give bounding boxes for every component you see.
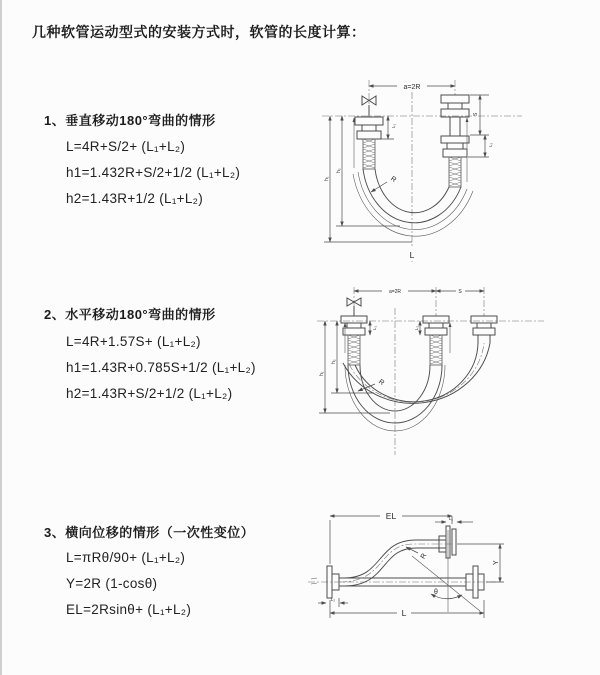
right-braid-section xyxy=(449,157,461,187)
dim-label-l2: L₂ xyxy=(488,142,493,147)
dimension-y xyxy=(457,544,504,582)
left-braid-section xyxy=(348,335,360,365)
dim-label-a2r: a=2R xyxy=(388,289,402,295)
dimension-el xyxy=(330,509,452,564)
dimension-l2 xyxy=(485,135,493,157)
dim-label-radius: R xyxy=(377,378,386,387)
dim-label-l1: L₁ xyxy=(449,516,453,521)
section-2-formula-h2: h2=1.43R+S/2+1/2 (L₁+L₂) xyxy=(66,386,233,401)
break-mark xyxy=(311,578,317,584)
dim-label-length: L xyxy=(409,250,415,260)
radius-callout xyxy=(406,547,428,560)
section-1-formula-L: L=4R+S/2+ (L₁+L₂) xyxy=(66,139,186,154)
section-1-formula-h1: h1=1.432R+S/2+1/2 (L₁+L₂) xyxy=(66,165,241,180)
dimension-a2r xyxy=(354,286,436,295)
section-3-formula-Y: Y=2R (1-cosθ) xyxy=(66,576,158,591)
page-title: 几种软管运动型式的安装方式时，软管的长度计算： xyxy=(32,24,366,40)
dim-label-h1: h₁ xyxy=(324,176,330,181)
dim-label-l2: L₂ xyxy=(330,597,336,602)
section-3-formula-EL: EL=2Rsinθ+ (L₁+L₂) xyxy=(66,602,192,617)
left-pipe-fitting xyxy=(355,117,383,169)
dimension-s xyxy=(436,286,484,295)
dim-label-s: S xyxy=(458,289,462,295)
radius-callout xyxy=(371,175,397,192)
middle-braid-section xyxy=(430,335,442,365)
section-2-formula-L: L=4R+1.57S+ (L₁+L₂) xyxy=(66,334,201,349)
dim-label-s: S xyxy=(473,112,479,116)
dimension-l1 xyxy=(376,116,396,139)
dim-label-l2: L₂ xyxy=(414,325,419,330)
diagram-horizontal-180-bend xyxy=(312,283,600,461)
dimension-l xyxy=(330,600,484,618)
dim-label-h2: h₂ xyxy=(336,168,342,173)
dim-label-l1: L₁ xyxy=(391,124,396,128)
dim-label-el: EL xyxy=(385,511,397,521)
section-1-heading: 1、垂直移动180°弯曲的情形 xyxy=(44,113,216,128)
dim-label-radius: R xyxy=(389,175,398,184)
dim-label-h1: h₁ xyxy=(319,371,325,376)
upper-flange-fitting xyxy=(439,526,456,558)
diagram-vertical-180-bend xyxy=(312,70,600,268)
section-3-formula-L: L=πRθ/90+ (L₁+L₂) xyxy=(66,550,186,565)
hose-s-curve xyxy=(340,540,452,586)
dimension-l2 xyxy=(318,597,348,607)
dim-label-l1: L₁ xyxy=(372,326,377,330)
dimension-l1 xyxy=(435,516,473,522)
dim-label-a2r: a=2R xyxy=(403,84,421,91)
dim-label-h2: h₂ xyxy=(331,359,337,364)
dimension-l2 xyxy=(414,321,420,335)
section-3-heading: 3、横向位移的情形（一次性变位） xyxy=(44,525,255,540)
dim-label-y: Y xyxy=(493,560,500,565)
section-2-heading: 2、水平移动180°弯曲的情形 xyxy=(44,307,216,322)
dim-label-theta: θ xyxy=(434,589,438,596)
diagram-lateral-displacement xyxy=(300,500,600,650)
right-pipe-fitting xyxy=(441,95,469,187)
dimension-a2r xyxy=(369,80,455,91)
dimension-l1 xyxy=(370,321,377,335)
section-2-formula-h1: h1=1.43R+0.785S+1/2 (L₁+L₂) xyxy=(66,360,256,375)
middle-pipe-fitting xyxy=(423,316,449,365)
shifted-pipe-fitting xyxy=(471,316,497,343)
hose-u-bend-shifted xyxy=(343,343,490,403)
dim-label-radius: R xyxy=(419,552,429,561)
dimension-h2 xyxy=(331,321,374,393)
left-braid-section xyxy=(363,139,375,169)
dimension-h1 xyxy=(324,116,412,242)
section-1-formula-h2: h2=1.43R+1/2 (L₁+L₂) xyxy=(66,191,204,206)
dim-label-length: L xyxy=(401,608,407,618)
dimension-s xyxy=(468,95,489,157)
